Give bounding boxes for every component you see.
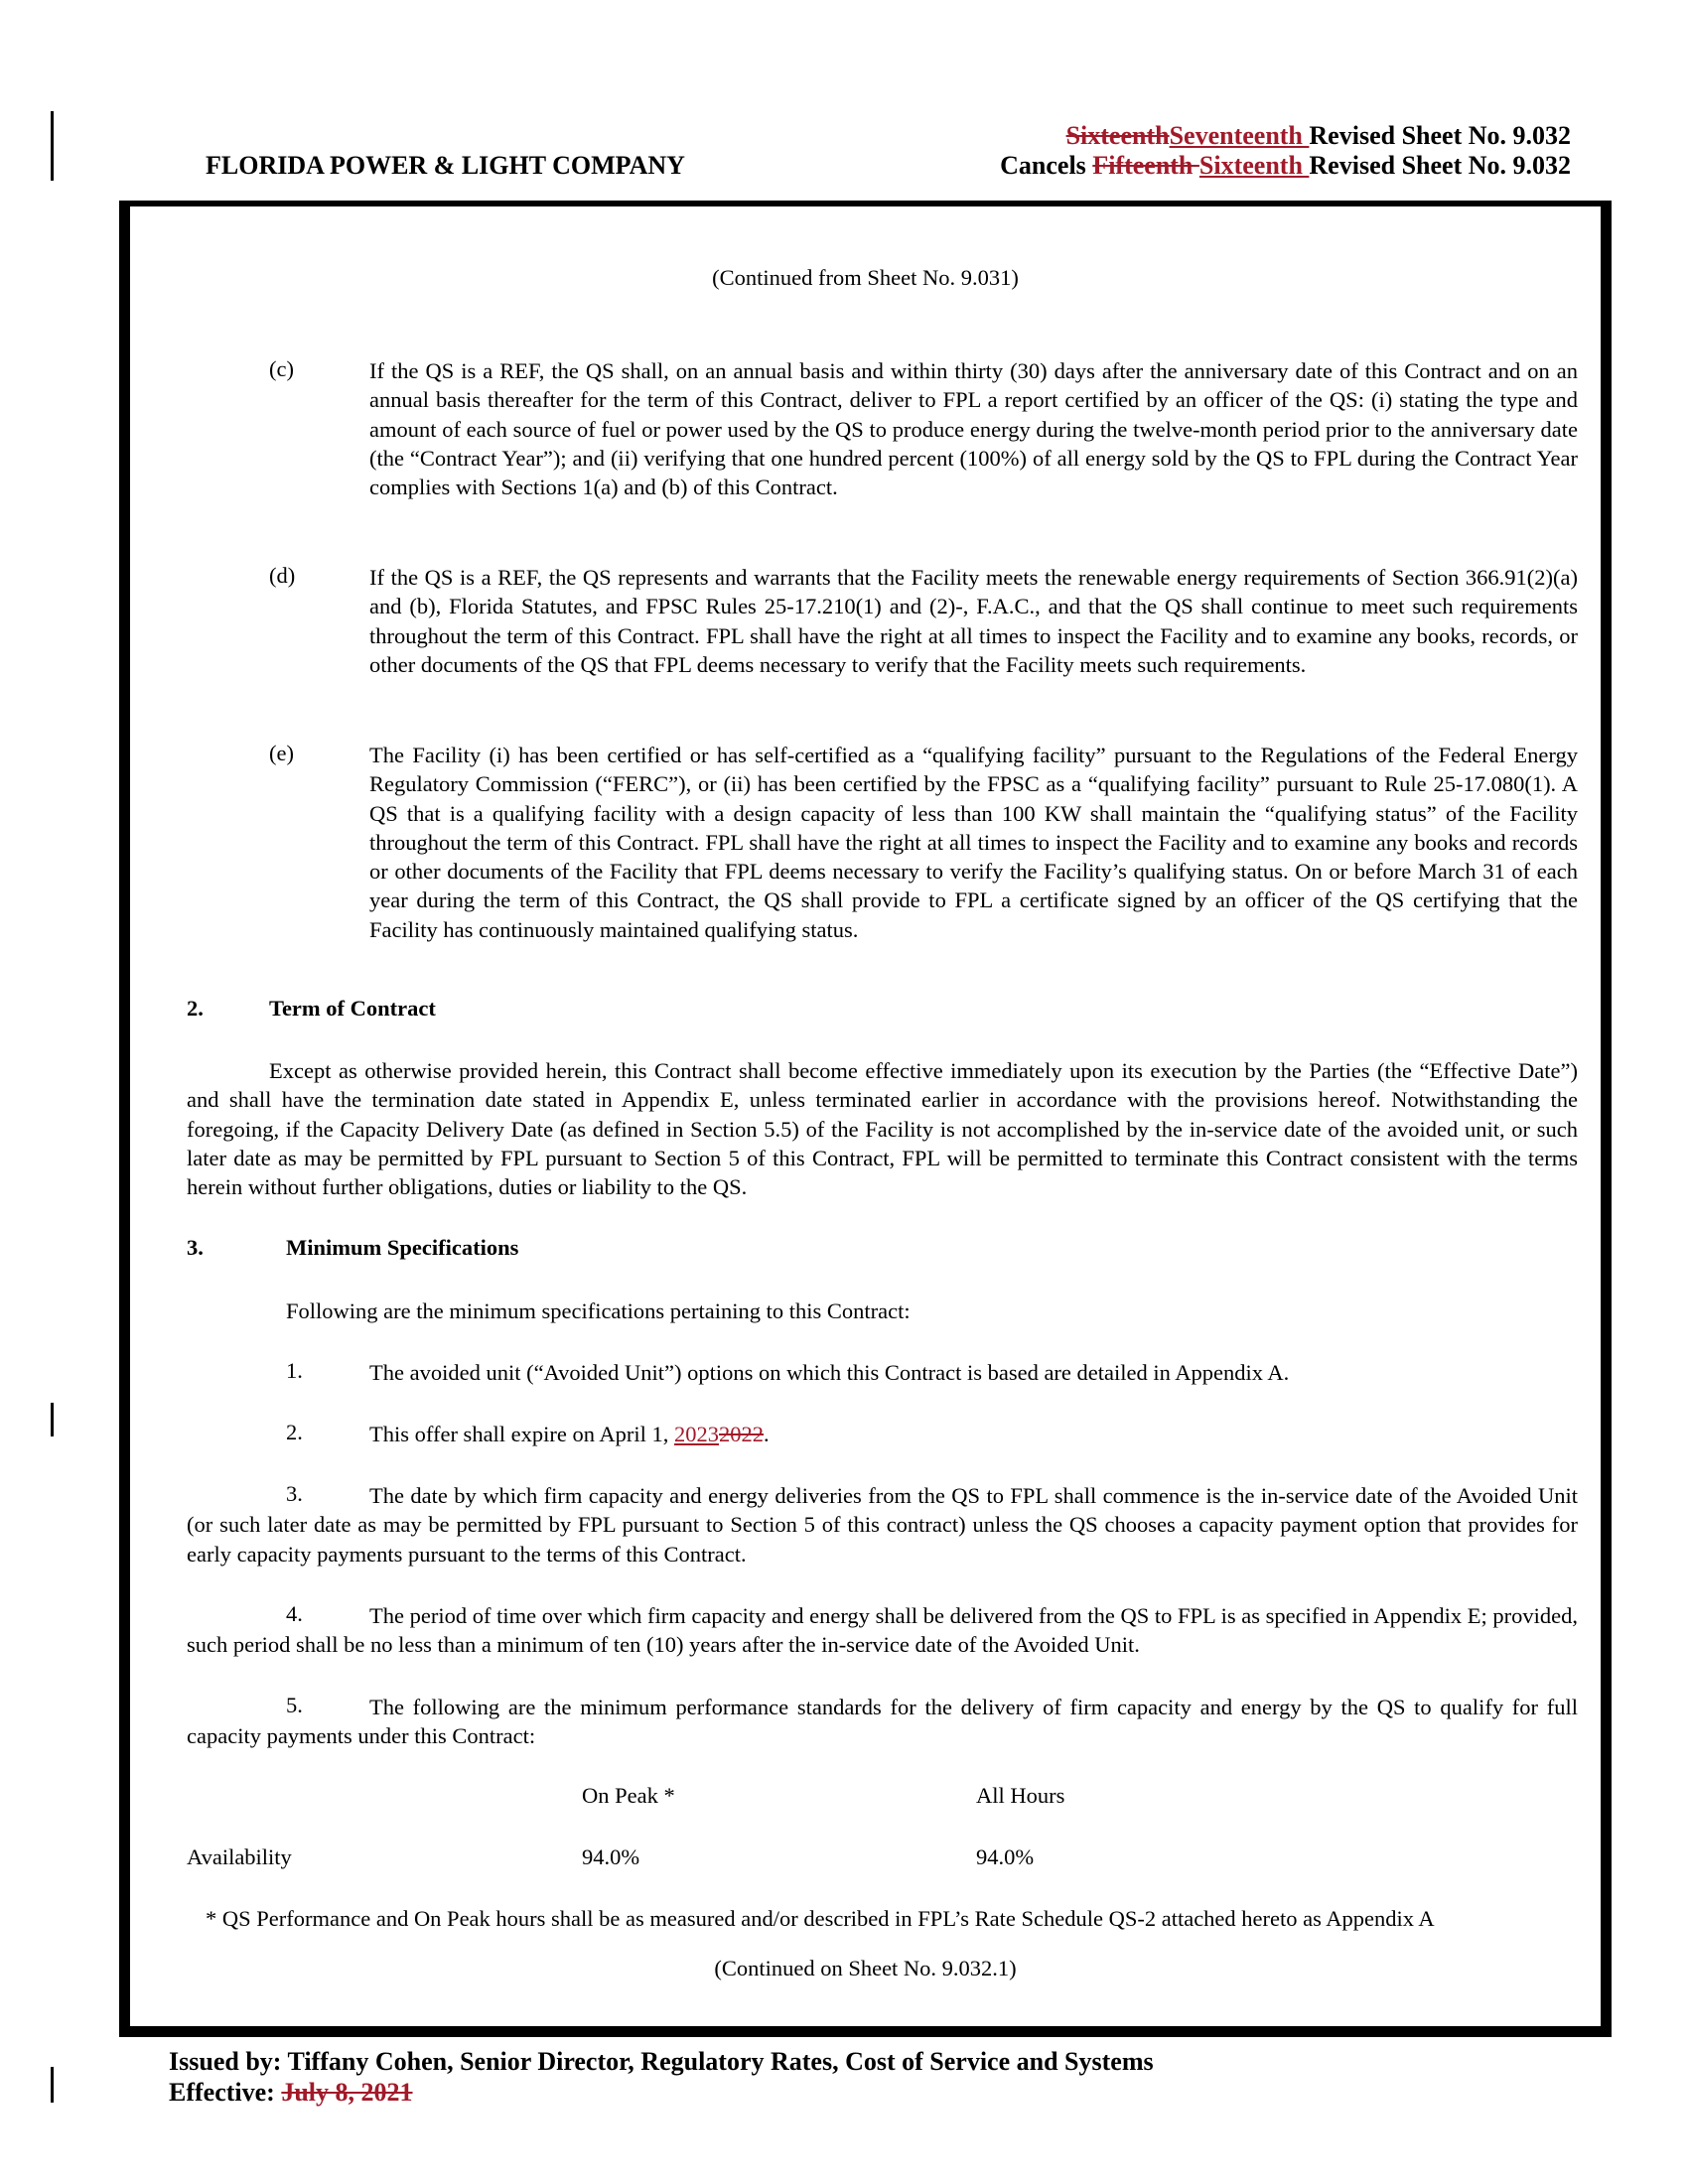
sheet-number-current	[1066, 121, 1571, 151]
spec-text: The following are the minimum performance standards for the delivery of firm capacity and energy by the QS to qualify for full capacity payments under this Contract:	[187, 1695, 1578, 1749]
inserted-revision: Sixteenth	[1198, 151, 1310, 180]
company-name: FLORIDA POWER & LIGHT COMPANY	[206, 151, 685, 180]
deleted-year: 2022	[719, 1422, 765, 1446]
effective-label: Effective:	[169, 2078, 282, 2107]
continued-on: (Continued on Sheet No. 9.032.1)	[714, 1956, 1017, 1980]
section-number: 3.	[187, 1235, 204, 1260]
item-label-c: (c)	[269, 356, 294, 381]
spec-text	[369, 1420, 770, 1448]
spec-number: 5.	[286, 1693, 303, 1717]
deleted-revision: Sixteenth	[1065, 121, 1170, 150]
section-number: 2.	[187, 996, 204, 1021]
spec-number: 1.	[286, 1358, 303, 1383]
spec-text: The period of time over which firm capacity and energy shall be delivered from the QS to FPL is as specified in Appendix E; provided, such period shall be no less than a minimum of ten (10) years after the in-service date of the Avoided Unit.	[187, 1603, 1578, 1658]
effective-date	[169, 2078, 413, 2108]
sheet-number-cancels	[1000, 151, 1571, 181]
continued-from: (Continued from Sheet No. 9.031)	[712, 265, 1019, 290]
item-label-e: (e)	[269, 741, 294, 765]
deleted-revision: Fifteenth	[1092, 151, 1199, 180]
section-title: Term of Contract	[269, 996, 436, 1021]
change-bar-spec2	[51, 1403, 54, 1436]
item-label-d: (d)	[269, 563, 296, 588]
item-text-c: If the QS is a REF, the QS shall, on an annual basis and within thirty (30) days after the anniversary date of this Contract and on an annual basis thereafter for the term of this Contract, deliver to FPL a report certified by an officer of the QS: (i) stating the type and amount of each source of fuel or power used by the QS to produce energy during the twelve-month period prior to the anniversary date (the “Contract Year”); and (ii) verifying that one hundred percent (100%) of all energy sold by the QS to FPL during the Contract Year complies with Sections 1(a) and (b) of this Contract.	[369, 358, 1578, 500]
footnote: * QS Performance and On Peak hours shall be as measured and/or described in FPL’s Rate Schedule QS-2 attached hereto as Appendix A	[206, 1906, 1435, 1931]
spec-text-before: This offer shall expire on April 1,	[369, 1422, 675, 1446]
sheet-label: Revised Sheet No. 9.032	[1309, 151, 1571, 180]
table-row-label: Availability	[187, 1844, 292, 1869]
item-text-d: If the QS is a REF, the QS represents and warrants that the Facility meets the renewable energy requirements of Section 366.91(2)(a) and (b), Florida Statutes, and FPSC Rules 25-17.210(1) and (2)-, F.A.C., and that the QS shall continue to meet such requirements throughout the term of this Contract. FPL shall have the right at all times to inspect the Facility and to examine any books, records, or other documents of the QS that FPL deems necessary to verify that the Facility meets such requirements.	[369, 565, 1578, 677]
table-cell-on-peak: 94.0%	[582, 1844, 640, 1869]
spec-number: 2.	[286, 1420, 303, 1444]
table-cell-all-hours: 94.0%	[976, 1844, 1035, 1869]
inserted-year: 2023	[674, 1422, 720, 1446]
spec-text-after: .	[764, 1422, 770, 1446]
spec-text: The date by which firm capacity and energy deliveries from the QS to FPL shall commence is the in-service date of the Avoided Unit (or such later date as may be permitted by FPL pursuant to Section 5 of this contract) unless the QS chooses a capacity payment option that provides for early capacity payments pursuant to the terms of this Contract.	[187, 1483, 1578, 1567]
change-bar-footer	[51, 2067, 54, 2103]
change-bar-header	[51, 111, 54, 181]
item-text-e: The Facility (i) has been certified or has self-certified as a “qualifying facility” pursuant to the Regulations of the Federal Energy Regulatory Commission (“FERC”), or (ii) has been certified by the FPSC as a “qualifying facility” pursuant to Rule 25-17.080(1). A QS that is a qualifying facility with a design capacity of less than 100 KW shall maintain the “qualifying status” of the Facility throughout the term of this Contract. FPL shall have the right at all times to inspect the Facility and to examine any books and records or other documents of the Facility that FPL deems necessary to verify the Facility’s qualifying status. On or before March 31 of each year during the term of this Contract, the QS shall provide to FPL a certificate signed by an officer of the QS certifying that the Facility has continuously maintained qualifying status.	[369, 743, 1578, 942]
spec-number: 3.	[286, 1481, 303, 1506]
section-text: Except as otherwise provided herein, this Contract shall become effective immediately upon its execution by the Parties (the “Effective Date”) and shall have the termination date stated in Appendix E, unless terminated earlier in accordance with the provisions hereof. Notwithstanding the foregoing, if the Capacity Delivery Date (as defined in Section 5.5) of the Facility is not accomplished by the in-service date of the avoided unit, or such later date as may be permitted by FPL pursuant to Section 5 of this Contract, FPL will be permitted to terminate this Contract consistent with the terms herein without further obligations, duties or liability to the QS.	[187, 1058, 1578, 1200]
spec-number: 4.	[286, 1601, 303, 1626]
issued-by: Issued by: Tiffany Cohen, Senior Director, Regulatory Rates, Cost of Service and Systems	[169, 2047, 1154, 2076]
inserted-revision: Seventeenth	[1169, 121, 1310, 150]
table-header-all-hours: All Hours	[976, 1783, 1065, 1808]
deleted-effective-date: July 8, 2021	[281, 2078, 413, 2107]
table-header-on-peak: On Peak *	[582, 1783, 675, 1808]
sheet-label: Revised Sheet No. 9.032	[1309, 121, 1571, 150]
spec-text: The avoided unit (“Avoided Unit”) options on which this Contract is based are detailed in Appendix A.	[369, 1360, 1290, 1385]
cancels-prefix: Cancels	[1000, 151, 1093, 180]
section-intro: Following are the minimum specifications pertaining to this Contract:	[286, 1298, 911, 1323]
section-title: Minimum Specifications	[286, 1235, 519, 1260]
